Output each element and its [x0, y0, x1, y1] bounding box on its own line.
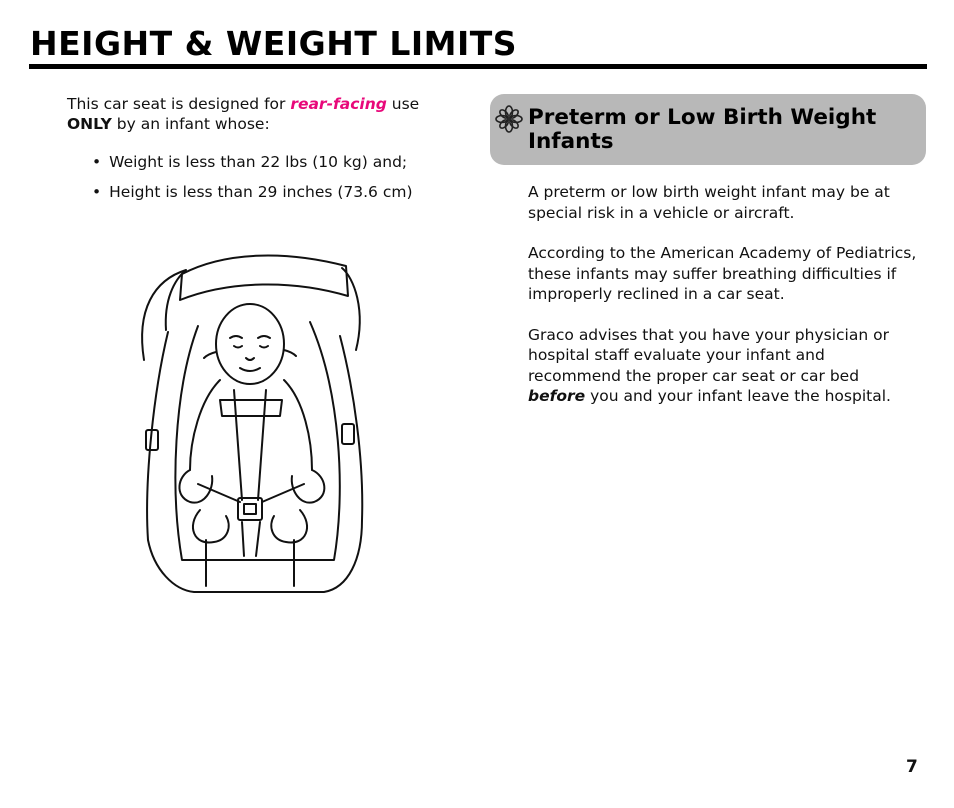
title-rule	[29, 64, 927, 69]
limits-list	[92, 152, 413, 212]
intro-mid: use	[386, 95, 420, 113]
body-paragraph	[528, 325, 918, 407]
body-paragraph: According to the American Academy of Pediatrics, these infants may suffer breathing difficulties if improperly reclined in a car seat.	[528, 244, 917, 303]
list-item: • Height is less than 29 inches (73.6 cm)	[92, 182, 413, 202]
intro-paragraph	[67, 94, 447, 134]
rear-facing-emphasis: rear-facing	[290, 95, 387, 113]
intro-lead: This car seat is designed for	[67, 95, 291, 113]
only-emphasis: ONLY	[67, 115, 112, 133]
page-number: 7	[906, 757, 918, 777]
page-title: HEIGHT & WEIGHT LIMITS	[30, 24, 518, 63]
asterisk-flower-icon	[494, 104, 524, 134]
preterm-callout	[490, 94, 926, 165]
intro-tail: by an infant whose:	[111, 115, 270, 133]
body-paragraph-lead: Graco advises that you have your physician or hospital staff evaluate your infant and recommend the proper car seat or car bed	[528, 325, 889, 385]
before-emphasis: before	[528, 387, 586, 405]
infant-car-seat-illustration	[134, 240, 374, 600]
callout-heading: Preterm or Low Birth Weight Infants	[528, 105, 877, 154]
list-item: • Weight is less than 22 lbs (10 kg) and;	[92, 152, 413, 172]
body-paragraph: A preterm or low birth weight infant may be at special risk in a vehicle or aircraft.	[528, 183, 890, 222]
preterm-body	[528, 182, 918, 427]
body-paragraph-tail: you and your infant leave the hospital.	[585, 387, 891, 405]
